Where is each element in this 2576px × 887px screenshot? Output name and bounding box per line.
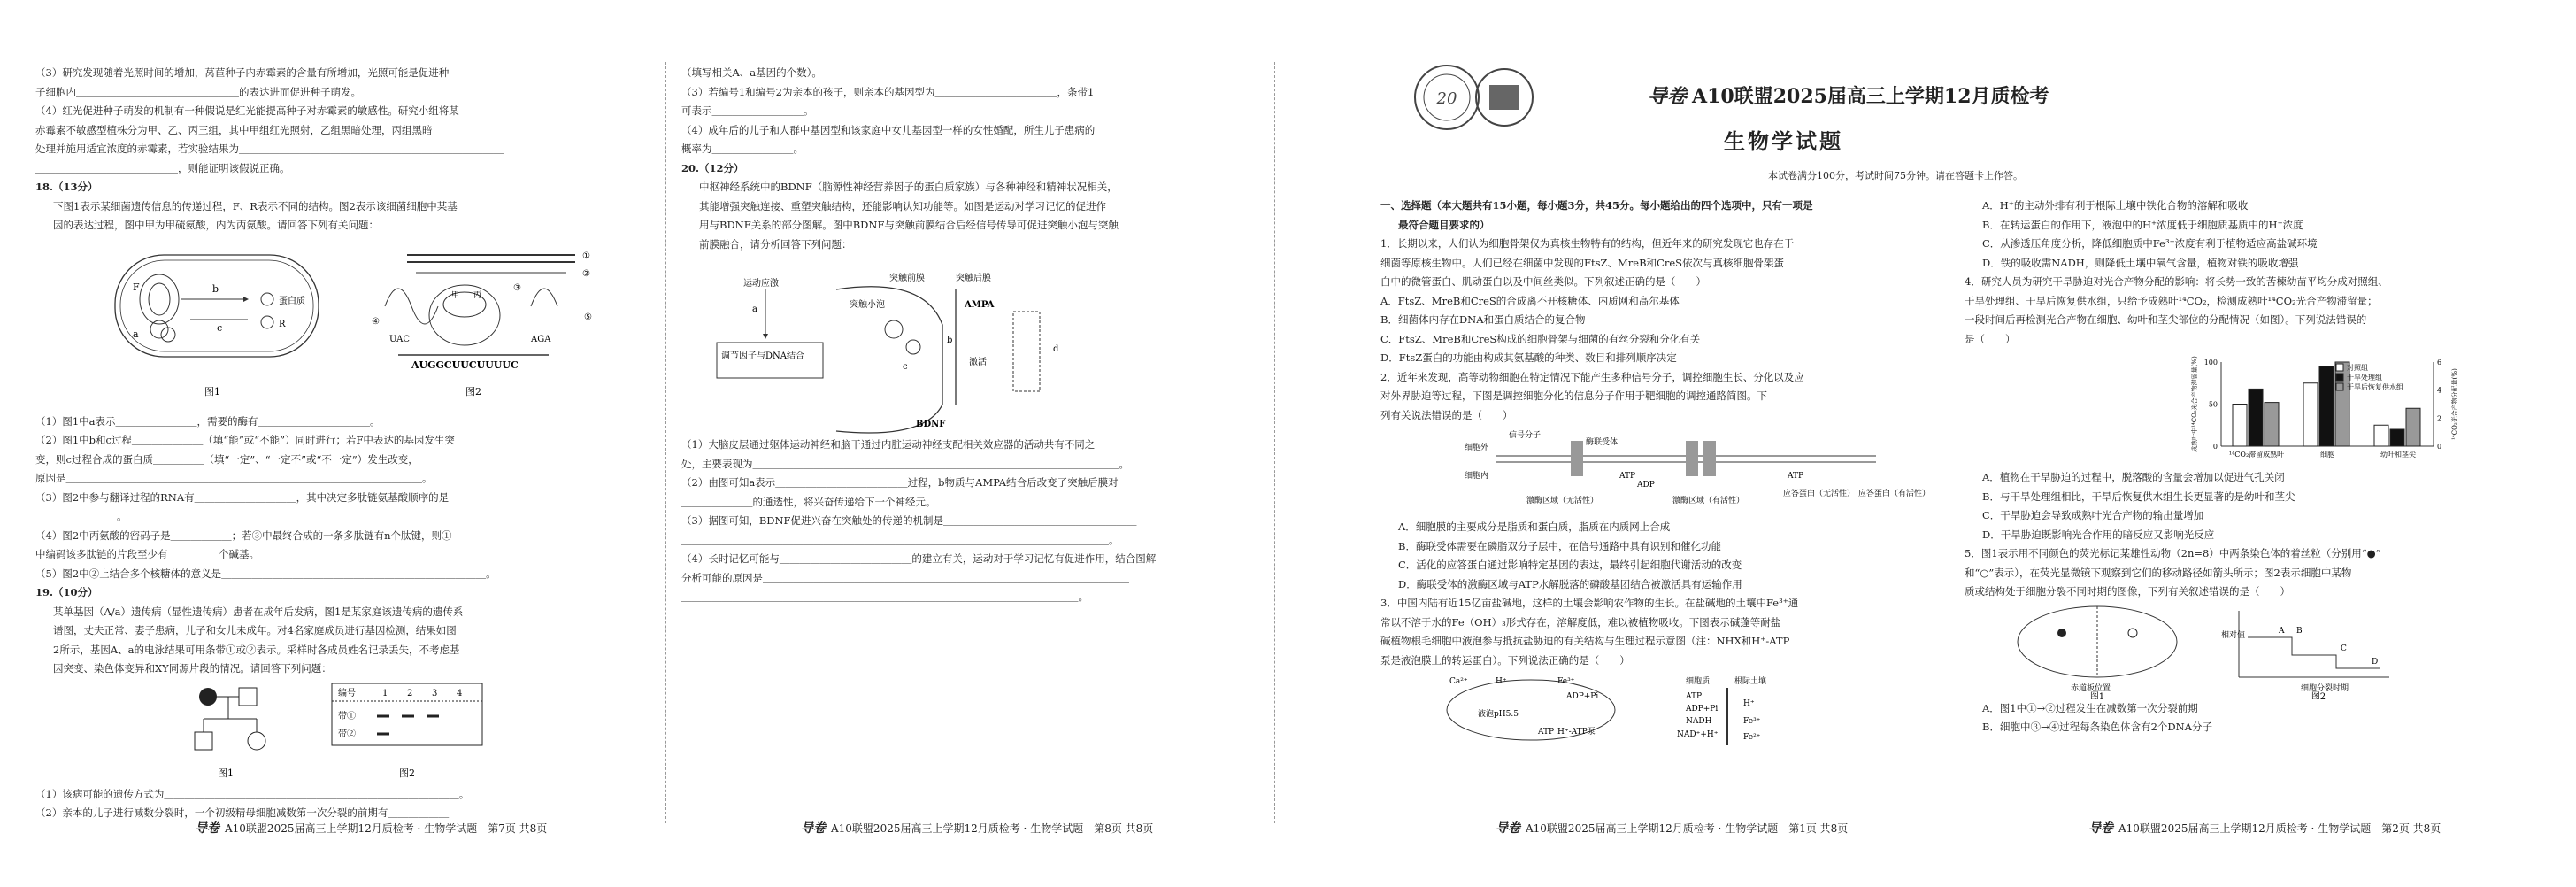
subquestion-line: （填写相关A、a基因的个数）。 [681, 66, 822, 79]
question-5 [1965, 544, 2540, 602]
svg-text:根际土壤: 根际土壤 [1734, 677, 1767, 686]
bacterium-cell-figure [115, 255, 319, 357]
bacteria-gene-expression-diagram [35, 235, 646, 413]
svg-text:ADP: ADP [1637, 481, 1655, 490]
svg-text:a: a [133, 328, 139, 340]
question-text-line: 干旱处理组、干旱后恢复供水组，只给予成熟叶¹⁴CO₂，检测成熟叶¹⁴CO₂光合产物滞留量； [1965, 294, 2378, 307]
footer-page-2: 导卷 A10联盟2025届高三上学期12月质检考 · 生物学试题 第2页 共8页 [2088, 821, 2441, 836]
subquestion-line: ＿＿＿＿＿＿＿的通透性，将兴奋传递给下一个神经元。 [681, 495, 936, 508]
svg-text:AMPA: AMPA [965, 300, 995, 310]
option-line: B．细胞中③→④过程每条染色体含有2个DNA分子 [1982, 721, 2212, 733]
question-text-line: 1．长期以来，人们认为细胞骨架仅为真核生物特有的结构，但近年来的研究发现它也存在于 [1380, 237, 1795, 250]
question-20-figure [681, 254, 1257, 436]
svg-text:c: c [903, 362, 908, 372]
chart-bar [2374, 425, 2388, 446]
chart-y-tick-left: 0 [2212, 443, 2218, 451]
question-text-line: 和“○”表示），在荧光显微镜下观察到它们的移动路径如箭头所示；图2表示细胞中某物 [1965, 566, 2352, 579]
subquestion-line: ＿＿＿＿＿＿＿＿。 [35, 510, 127, 522]
svg-text:应答蛋白（无活性）: 应答蛋白（无活性） [1783, 490, 1856, 498]
svg-text:图1: 图1 [2089, 691, 2105, 699]
chart-legend-swatch [2336, 383, 2343, 390]
subquestion-line: （2）图1中b和c过程＿＿＿＿＿＿＿（填“能”或“不能”）同时进行；若F中表达的基因发生突 [35, 434, 455, 446]
question-text-line: 2所示，基因A、a的电泳结果可用条带①或②表示。采样时各成员姓名记录丢失，不考虑基 [53, 643, 460, 656]
svg-text:d: d [1053, 344, 1059, 354]
alliance-logo-icon [1411, 62, 1535, 133]
chart-bar [2390, 429, 2404, 446]
svg-text:ADP+Pi: ADP+Pi [1566, 692, 1599, 701]
question-4-chart-wrap [1965, 349, 2540, 468]
svg-text:H⁺: H⁺ [1743, 699, 1755, 708]
svg-text:⑤: ⑤ [584, 312, 592, 322]
svg-text:液泡pH5.5: 液泡pH5.5 [1478, 710, 1519, 719]
question-text-line: 细菌等原核生物中。人们已经在细菌中发现的FtsZ、MreB和CreS依次与真核细胞骨架蛋 [1380, 256, 1784, 269]
question-text-line: 处理并施用适宜浓度的赤霉素，若实验结果为＿＿＿＿＿＿＿＿＿＿＿＿＿＿＿＿＿＿＿＿＿＿＿＿＿＿ [35, 143, 504, 155]
svg-text:ADP+Pi: ADP+Pi [1686, 705, 1719, 713]
svg-text:ATP: ATP [1538, 728, 1555, 737]
chart-legend-swatch [2336, 364, 2343, 371]
svg-text:ATP: ATP [1788, 472, 1804, 481]
option-line: C．从渗透压角度分析，降低细胞质中Fe³⁺浓度有利于植物适应高盐碱环境 [1982, 237, 2318, 250]
svg-text:AGA: AGA [531, 334, 551, 344]
chart-legend-swatch [2336, 374, 2343, 381]
svg-text:H⁺-ATP泵: H⁺-ATP泵 [1557, 728, 1596, 737]
question-text-line: C．FtsZ、MreB和CreS构成的细胞骨架与细菌的有丝分裂和分化有关 [1380, 332, 1701, 345]
question-2-options [1380, 518, 1956, 594]
svg-text:BDNF: BDNF [916, 420, 946, 429]
svg-text:F: F [133, 281, 140, 293]
subquestion-line: 可表示＿＿＿＿＿＿＿＿＿。 [681, 104, 814, 117]
translation-figure [372, 251, 592, 371]
question-text-line: 赤霉素不敏感型植株分为甲、乙、丙三组，其中甲组红光照射，乙组黑暗处理，丙组黑暗 [35, 123, 433, 136]
question-text-line: 5．图1表示用不同颜色的荧光标记某雄性动物（2n=8）中两条染色体的着丝粒（分别用“●” [1965, 547, 2381, 559]
option-line: D．铁的吸收需NADH，则降低土壤中氧气含量，植物对铁的吸收增强 [1982, 256, 2299, 269]
option-line: B．酶联受体需要在磷脂双分子层中，在信号通路中具有识别和催化功能 [1398, 539, 1721, 552]
svg-text:4: 4 [457, 688, 463, 698]
svg-text:蛋白质: 蛋白质 [279, 296, 305, 306]
svg-text:带①: 带① [338, 711, 356, 721]
section-1-heading: 一、选择题（本大题共有15小题，每小题3分，共45分。每小题给出的四个选项中，只有一项是 [1380, 199, 1813, 212]
chromosome-movement-figure [1965, 602, 2540, 699]
chart-y-label-right: ¹⁴CO₂光合产物分配量(%) [2451, 368, 2458, 440]
subquestion-line: （4）图2中丙氨酸的密码子是＿＿＿＿＿＿；若③中最终合成的一条多肽链有n个肽键，则① [35, 528, 452, 542]
pedigree-chart [195, 688, 265, 750]
option-line: A．图1中①→②过程发生在减数第一次分裂前期 [1982, 701, 2198, 714]
question-text-line: 是（ ） [1965, 332, 2016, 345]
footer-page-7: 导卷 A10联盟2025届高三上学期12月质检考 · 生物学试题 第7页 共8页 [195, 821, 548, 836]
option-line: B．在转运蛋白的作用下，液泡中的H⁺浓度低于细胞质基质中的H⁺浓度 [1982, 218, 2303, 231]
subquestion-line: （3）图2中参与翻译过程的RNA有＿＿＿＿＿＿＿＿＿＿，其中决定多肽链氨基酸顺序的是 [35, 490, 450, 504]
figure-2-caption: 图2 [465, 385, 481, 397]
svg-text:NADH: NADH [1686, 717, 1712, 726]
page-2-column [1965, 197, 2540, 816]
svg-text:ATP: ATP [1619, 472, 1636, 481]
question-text-line: 4．研究人员为研究干旱胁迫对光合产物分配的影响：将长势一致的苦楝幼苗平均分成对照组、 [1965, 275, 2388, 288]
svg-text:C: C [2341, 644, 2347, 653]
question-text-line: 因的表达过程，图中甲为甲硫氨酸，内为丙氨酸。请回答下列有关问题： [53, 219, 379, 231]
question-text-line: 3．中国内陆有近15亿亩盐碱地，这样的土壤会影响农作物的生长。在盐碱地的土壤中Fe³⁺通 [1380, 597, 1799, 609]
footer-page-8: 导卷 A10联盟2025届高三上学期12月质检考 · 生物学试题 第8页 共8页 [801, 821, 1154, 836]
option-line: C．活化的应答蛋白通过影响特定基因的表达，最终引起细胞代谢活动的改变 [1398, 559, 1742, 571]
chart-y-tick-left: 50 [2208, 400, 2218, 409]
chart-category-label: 细胞 [2320, 451, 2334, 459]
question-text-line: 前膜融合，请分析回答下列问题： [699, 237, 852, 251]
enzyme-linked-receptor-diagram [1380, 425, 1956, 518]
svg-text:①: ① [582, 251, 590, 261]
subquestion-line: 分析可能的原因是＿＿＿＿＿＿＿＿＿＿＿＿＿＿＿＿＿＿＿＿＿＿＿＿＿＿＿＿＿＿＿＿＿＿＿＿ [681, 571, 1129, 584]
svg-text:Fe³⁺: Fe³⁺ [1743, 717, 1761, 726]
question-2-figure [1380, 425, 1956, 518]
svg-text:ATP: ATP [1686, 692, 1703, 701]
question-18-stem [35, 197, 646, 235]
svg-text:H⁺: H⁺ [1496, 677, 1507, 686]
subquestion-line: （1）大脑皮层通过躯体运动神经和脑干通过内脏运动神经支配相关效应器的活动共有不同之 [681, 438, 1096, 451]
question-19-continued [681, 64, 1257, 159]
page-8-column [681, 0, 1257, 887]
question-text-line: 泵是液泡膜上的转运蛋白）。下列说法正确的是（ ） [1380, 653, 1630, 667]
subquestion-line: ＿＿＿＿＿＿＿＿＿＿＿＿＿＿＿＿＿＿＿＿＿＿＿＿＿＿＿＿＿＿＿＿＿＿＿＿＿＿＿＿＿＿。 [681, 533, 1119, 546]
question-17-continued [35, 64, 646, 178]
chart-bar [2303, 383, 2318, 446]
question-19-figures [35, 679, 646, 785]
question-5-options [1965, 699, 2540, 737]
chart-legend-label: 干旱后恢复供水组 [2347, 383, 2403, 391]
question-20-subquestions [681, 436, 1257, 607]
question-text-line: 常以不溶于水的Fe（OH）₃形式存在，溶解度低，难以被植物吸收。下图表示碱蓬等耐盐 [1380, 615, 1781, 629]
svg-text:信号分子: 信号分子 [1509, 431, 1542, 440]
question-text-line: ＿＿＿＿＿＿＿＿＿＿＿＿＿＿，则能证明该假说正确。 [35, 161, 290, 174]
option-line: B．与干旱处理组相比，干旱后恢复供水组生长更显著的是幼叶和茎尖 [1982, 490, 2295, 503]
svg-text:图2: 图2 [2311, 691, 2326, 699]
chart-y-label-left: 成熟叶中¹⁴CO₂光合产物滞留量(%) [2191, 356, 2198, 452]
question-18-figures [35, 235, 646, 413]
photosynthate-distribution-chart [1965, 349, 2540, 468]
svg-text:突触小泡: 突触小泡 [850, 300, 885, 310]
subquestion-line: （1）图1中a表示＿＿＿＿＿＿＿＿，需要的酶有＿＿＿＿＿＿＿＿＿＿＿。 [35, 414, 381, 428]
chart-legend-label: 对照组 [2347, 364, 2368, 372]
column-divider [665, 62, 666, 823]
question-text-line: 对外界胁迫等过程，下图是调控细胞分化的信息分子作用于靶细胞的调控通路简图。下 [1380, 390, 1767, 402]
svg-text:激酶区域（无活性）: 激酶区域（无活性） [1526, 497, 1599, 505]
svg-text:NAD⁺+H⁺: NAD⁺+H⁺ [1677, 730, 1719, 739]
svg-text:赤道板位置: 赤道板位置 [2071, 683, 2111, 693]
question-text-line: 其能增强突触连接、重塑突触结构，还能影响认知功能等。如图是运动对学习记忆的促进作 [699, 199, 1106, 212]
option-line: A．细胞膜的主要成分是脂质和蛋白质，脂质在内质网上合成 [1398, 521, 1671, 533]
question-text-line: 列有关说法错误的是（ ） [1380, 408, 1513, 421]
question-3-figure [1380, 670, 1956, 745]
question-4-options [1965, 468, 2540, 544]
chart-bar [2249, 389, 2263, 446]
chart-category-label: ¹⁴CO₂滞留成熟叶 [2228, 451, 2285, 459]
gel-table [332, 683, 482, 745]
svg-text:甲: 甲 [451, 290, 460, 300]
chart-bar [2233, 405, 2247, 447]
option-line: D．酶联受体的激酶区域与ATP水解脱落的磷酸基团结合被激活具有运输作用 [1398, 577, 1742, 590]
question-text-line: 一段时间后再检测光合产物在细胞、幼叶和茎尖部位的分配情况（如图）。下列说法错误的 [1965, 313, 2367, 326]
svg-text:激酶区域（有活性）: 激酶区域（有活性） [1672, 497, 1745, 505]
chart-y-tick-left: 100 [2203, 359, 2218, 366]
exam-title-subject: 生物学试题 [1724, 128, 1843, 154]
subquestion-line: 原因是＿＿＿＿＿＿＿＿＿＿＿＿＿＿＿＿＿＿＿＿＿＿＿＿＿＿＿＿＿＿＿＿＿＿＿。 [35, 472, 433, 484]
svg-text:应答蛋白（有活性）: 应答蛋白（有活性） [1858, 490, 1931, 498]
exam-note: 本试卷满分100分，考试时间75分钟。请在答题卡上作答。 [1768, 170, 2023, 181]
q19-figure-2-caption: 图2 [399, 767, 415, 779]
subquestion-line: （3）若编号1和编号2为亲本的孩子，则亲本的基因型为＿＿＿＿＿＿＿＿＿＿＿＿，条带1 [681, 85, 1095, 98]
chart-bar [2406, 408, 2420, 446]
subquestion-line: （2）由图可知a表示＿＿＿＿＿＿＿＿＿＿＿＿＿过程，b物质与AMPA结合后改变了突触后膜对 [681, 476, 1119, 489]
question-text-line: B．细菌体内存在DNA和蛋白质结合的复合物 [1380, 313, 1586, 326]
svg-text:20: 20 [1436, 89, 1457, 108]
svg-text:a: a [752, 305, 757, 314]
subquestion-line: 概率为＿＿＿＿＿＿＿＿。 [681, 143, 804, 155]
option-line: A．H⁺的主动外排有利于根际土壤中铁化合物的溶解和吸收 [1982, 199, 2249, 212]
subquestion-line: （5）图2中②上结合多个核糖体的意义是＿＿＿＿＿＿＿＿＿＿＿＿＿＿＿＿＿＿＿＿＿＿＿＿＿＿。 [35, 567, 496, 580]
chart-y-tick-right: 0 [2437, 443, 2442, 451]
question-text-line: 下图1表示某细菌遗传信息的传递过程，F、R表示不同的结构。图2表示该细菌细胞中某基 [53, 199, 458, 212]
question-text-line: 谱图，丈夫正常、妻子患病，儿子和女儿未成年。对4名家庭成员进行基因检测，结果如图 [53, 624, 457, 636]
chart-y-tick-right: 4 [2437, 386, 2442, 395]
question-text-line: 某单基因（A/a）遗传病（显性遗传病）患者在成年后发病，图1是某家庭该遗传病的遗传系 [53, 605, 464, 618]
svg-text:③: ③ [513, 282, 521, 293]
question-19-stem [35, 603, 646, 679]
section-1-heading-cont: 最符合题目要求的） [1398, 218, 1490, 231]
svg-text:细胞分裂时期: 细胞分裂时期 [2301, 683, 2349, 693]
question-text-line: 中枢神经系统中的BDNF（脑源性神经营养因子的蛋白质家族）与各种神经和精神状况相关， [699, 181, 1118, 193]
question-text-line: D．FtsZ蛋白的功能由构成其氨基酸的种类、数目和排列顺序决定 [1380, 351, 1677, 364]
svg-text:b: b [212, 282, 219, 295]
svg-text:2: 2 [407, 688, 413, 698]
question-text-line: 质或结构处于细胞分裂不同时期的图像，下列有关叙述错误的是（ ） [1965, 585, 2290, 598]
option-line: C．干旱胁迫会导致成熟叶光合产物的输出量增加 [1982, 509, 2204, 521]
svg-text:c: c [217, 321, 223, 334]
svg-text:细胞外: 细胞外 [1465, 444, 1489, 452]
question-text-line: 2．近年来发现，高等动物细胞在特定情况下能产生多种信号分子，调控细胞生长、分化以及应 [1380, 370, 1804, 383]
svg-text:3: 3 [432, 688, 438, 698]
question-20-stem [681, 178, 1257, 254]
subquestion-line: （4）长时记忆可能与＿＿＿＿＿＿＿＿＿＿＿＿＿的建立有关，运动对于学习记忆有促进作用，结合图解 [681, 552, 1157, 565]
svg-text:酶联受体: 酶联受体 [1586, 438, 1619, 447]
subquestion-line: （1）该病可能的遗传方式为＿＿＿＿＿＿＿＿＿＿＿＿＿＿＿＿＿＿＿＿＿＿＿＿＿＿＿＿＿。 [35, 787, 470, 800]
svg-text:丙: 丙 [473, 290, 482, 300]
figure-1-caption: 图1 [204, 385, 220, 397]
svg-text:细胞质: 细胞质 [1686, 677, 1711, 686]
footer-page-1: 导卷 A10联盟2025届高三上学期12月质检考 · 生物学试题 第1页 共8页 [1496, 821, 1849, 836]
question-text-line: 因突变、染色体变异和XY同源片段的情况。请回答下列问题： [53, 662, 332, 675]
option-line: D．干旱胁迫既影响光合作用的暗反应又影响光反应 [1982, 528, 2215, 541]
page-7-column [35, 0, 646, 887]
question-5-figures [1965, 602, 2540, 699]
question-4 [1965, 273, 2540, 349]
svg-text:UAC: UAC [389, 334, 410, 344]
question-3-options [1965, 197, 2540, 273]
chart-y-tick-right: 2 [2437, 414, 2442, 423]
page-1-column [1380, 197, 1956, 816]
svg-text:b: b [947, 336, 953, 345]
question-text-line: 碱植物根毛细胞中液泡参与抵抗盐胁迫的有关结构与生理过程示意图（注：NHX和H⁺-ATP [1380, 635, 1790, 647]
mrna-sequence: AUGGCUUCUUUUC [411, 359, 519, 371]
subquestion-line: （3）据图可知，BDNF促进兴奋在突触处的传递的机制是＿＿＿＿＿＿＿＿＿＿＿＿＿＿＿＿＿＿＿ [681, 514, 1137, 527]
question-20-heading: 20.（12分） [681, 161, 744, 174]
svg-text:1: 1 [382, 688, 388, 698]
svg-text:突触前膜: 突触前膜 [889, 274, 925, 283]
svg-text:A: A [2279, 626, 2285, 636]
svg-text:④: ④ [372, 316, 380, 327]
svg-text:D: D [2372, 657, 2379, 667]
svg-text:R: R [279, 319, 286, 329]
question-text-line: （4）红光促进种子萌发的机制有一种假说是红光能提高种子对赤霉素的敏感性。研究小组将某 [35, 104, 459, 117]
svg-text:Fe³⁺: Fe³⁺ [1557, 677, 1575, 686]
bdnf-synapse-diagram [681, 254, 1257, 436]
svg-text:激活: 激活 [969, 358, 987, 367]
svg-text:调节因子与DNA结合: 调节因子与DNA结合 [721, 351, 804, 361]
subquestion-line: 变，则c过程合成的蛋白质＿＿＿＿＿（填“一定”、“一定不”或“不一定”）发生改变， [35, 452, 419, 466]
subquestion-line: （2）亲本的儿子进行减数分裂时，一个初级精母细胞减数第一次分裂的前期有＿＿＿＿＿＿ [35, 806, 450, 819]
svg-text:细胞内: 细胞内 [1465, 472, 1489, 481]
question-18-heading: 18.（13分） [35, 181, 98, 193]
question-18-subquestions [35, 413, 646, 584]
svg-text:突触后膜: 突触后膜 [956, 274, 991, 283]
chart-bar [2265, 403, 2279, 446]
svg-text:运动应激: 运动应激 [743, 279, 779, 289]
exam-title-line-1: 导卷 A10联盟2025届高三上学期12月质检考 [1648, 85, 2049, 108]
question-text-line: 白中的微管蛋白、肌动蛋白以及中间丝类似。下列叙述正确的是（ ） [1380, 275, 1706, 288]
svg-text:相对值: 相对值 [2221, 630, 2246, 640]
svg-text:B: B [2296, 626, 2303, 636]
q19-figure-1-caption: 图1 [218, 767, 234, 779]
svg-text:带②: 带② [338, 729, 356, 739]
question-text-line: （3）研究发现随着光照时间的增加，莴苣种子内赤霉素的含量有所增加，光照可能是促进种 [35, 66, 450, 79]
column-divider [1274, 62, 1275, 823]
option-line: A．植物在干旱胁迫的过程中，脱落酸的含量会增加以促进气孔关闭 [1982, 471, 2285, 483]
subquestion-line: 中编码该多肽链的片段至少有＿＿＿＿＿个碱基。 [35, 548, 259, 560]
question-3 [1380, 594, 1956, 670]
question-19-subquestions [35, 785, 646, 823]
subquestion-line: （4）成年后的儿子和人群中基因型和该家庭中女儿基因型一样的女性婚配，所生儿子患病的 [681, 123, 1096, 136]
question-text-line: A．FtsZ、MreB和CreS的合成离不开核糖体、内质网和高尔基体 [1380, 294, 1680, 307]
svg-text:编号: 编号 [338, 688, 356, 698]
question-1 [1380, 235, 1956, 368]
subquestion-line: ＿＿＿＿＿＿＿＿＿＿＿＿＿＿＿＿＿＿＿＿＿＿＿＿＿＿＿＿＿＿＿＿＿＿＿＿＿＿＿。 [681, 590, 1088, 603]
svg-text:Ca²⁺: Ca²⁺ [1449, 677, 1468, 686]
question-19-heading: 19.（10分） [35, 586, 98, 598]
question-text-line: 子细胞内＿＿＿＿＿＿＿＿＿＿＿＿＿＿＿＿的表达进而促进种子萌发。 [35, 85, 361, 98]
chart-category-label: 幼叶和茎尖 [2380, 451, 2416, 459]
chart-bar [2319, 366, 2334, 446]
svg-text:Fe²⁺: Fe²⁺ [1743, 733, 1761, 742]
question-2 [1380, 368, 1956, 426]
question-text-line: 用与BDNF关系的部分图解。图中BDNF与突触前膜结合后经信号传导可促进突触小泡与突触 [699, 219, 1119, 231]
svg-text:②: ② [582, 268, 590, 279]
pedigree-and-gel-figure [35, 679, 646, 785]
chart-y-tick-right: 6 [2437, 359, 2442, 366]
chart-legend-label: 干旱处理组 [2347, 374, 2382, 382]
vacuole-ion-transport-diagram [1380, 670, 1956, 745]
subquestion-line: 处，主要表现为＿＿＿＿＿＿＿＿＿＿＿＿＿＿＿＿＿＿＿＿＿＿＿＿＿＿＿＿＿＿＿＿＿＿＿＿。 [681, 457, 1129, 470]
